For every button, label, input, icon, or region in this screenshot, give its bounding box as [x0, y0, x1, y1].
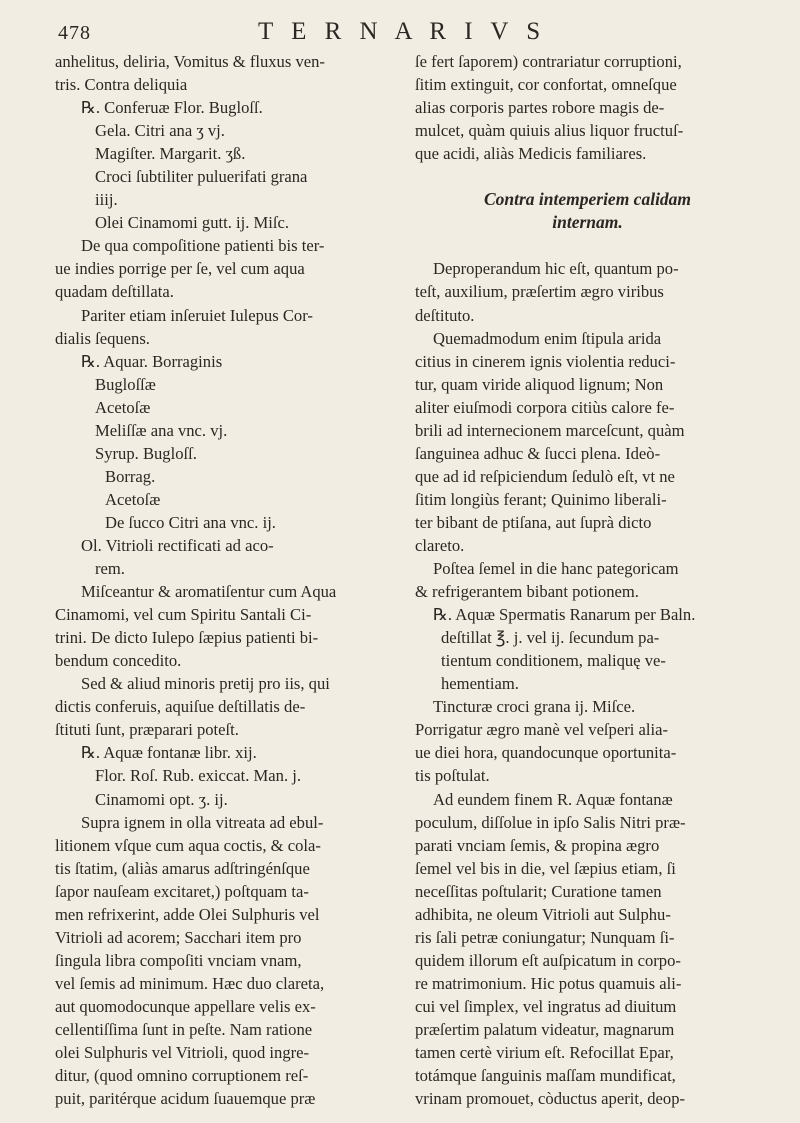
text-line: ris ſali petræ coniungatur; Nunquam ſi- [415, 927, 675, 947]
recipe-line: Gela. Citri ana ʒ vj. [95, 121, 225, 141]
recipe-line: hementiam. [441, 674, 519, 694]
text-line: adhibita, ne oleum Vitrioli aut Sulphu- [415, 904, 671, 924]
text-line: Deproperandum hic eſt, quantum po- [433, 259, 679, 279]
text-line: litionem vſque cum aqua coctis, & cola- [55, 835, 321, 855]
recipe-line: Tincturæ croci grana ij. Miſce. [433, 697, 636, 717]
text-line: ſtituti ſunt, præparari poteſt. [55, 720, 239, 740]
page-header [0, 18, 800, 54]
text-line: bendum concedito. [55, 651, 182, 671]
recipe-line: Magiſter. Margarit. ʒß. [95, 144, 246, 164]
text-line: ſemel vel bis in die, vel ſæpius etiam, ſi [415, 858, 676, 878]
text-line: poculum, diſſolue in ipſo Salis Nitri præ- [415, 812, 686, 832]
recipe-line: ℞. Conferuæ Flor. Bugloſſ. [81, 98, 263, 118]
text-line: Quemadmodum enim ſtipula arida [433, 328, 662, 348]
text-line: ter bibant de ptiſana, aut ſuprà dicto [415, 512, 652, 532]
text-line: clareto. [415, 535, 465, 555]
recipe-line: Flor. Roſ. Rub. exiccat. Man. j. [95, 766, 302, 786]
text-line: dictis conferuis, aquiſue deſtillatis de- [55, 697, 306, 717]
recipe-line: ℞. Aquar. Borraginis [81, 351, 223, 371]
text-line: quidem illorum eſt auſpicatum in corpo- [415, 950, 681, 970]
text-line: tis ſtatim, (aliàs amarus adſtringénſque [55, 858, 310, 878]
text-line: brili ad internecionem marceſcunt, quàm [415, 420, 685, 440]
text-line: Miſceantur & aromatiſentur cum Aqua [81, 582, 337, 602]
spacer [415, 234, 760, 257]
recipe-line: rem. [95, 559, 125, 579]
recipe-line: Ol. Vitrioli rectificati ad aco- [81, 535, 274, 555]
text-line: men refrixerint, adde Olei Sulphuris vel [55, 904, 320, 924]
left-column [55, 50, 400, 1110]
recipe-line: Acetoſæ [95, 397, 151, 417]
text-line: ſe fert ſaporem) contrariatur corruptioni, [415, 52, 682, 71]
text-line: ſitim extinguit, cor confortat, omneſque [415, 75, 677, 95]
text-line: tamen certè virium eſt. Refocillat Epar, [415, 1043, 674, 1063]
text-line: ſingula libra compoſiti vnciam vnam, [55, 950, 302, 970]
text-line: Vitrioli ad acorem; Sacchari item pro [55, 927, 302, 947]
text-line: Cinamomi, vel cum Spiritu Santali Ci- [55, 605, 312, 625]
text-line: olei Sulphuris vel Vitrioli, quod ingre- [55, 1043, 310, 1063]
section-heading: Contra intemperiem calidam [483, 189, 692, 210]
section-heading: internam. [552, 212, 623, 233]
text-line: quadam deſtillata. [55, 282, 174, 302]
text-line: dialis ſequens. [55, 328, 150, 348]
text-line: mulcet, quàm quiuis alius liquor fructuſ- [415, 121, 684, 141]
text-line: tris. Contra deliquia [55, 75, 188, 95]
text-line: neceſſitas poſtularit; Curatione tamen [415, 881, 662, 901]
text-line: aut quomodocunque appellare velis ex- [55, 996, 316, 1016]
text-line: Poſtea ſemel in die hanc pategoricam [433, 559, 679, 579]
text-line: ſanguinea adhuc & ſucci plena. Ideò- [415, 443, 661, 463]
text-line: anhelitus, deliria, Vomitus & fluxus ven- [55, 52, 325, 71]
text-line: Supra ignem in olla vitreata ad ebul- [81, 812, 324, 832]
text-line: cellentiſſima ſunt in peſte. Nam ratione [55, 1019, 313, 1039]
recipe-line: Croci ſubtiliter puluerifati grana [95, 167, 308, 187]
recipe-line: ℞. Aquæ Spermatis Ranarum per Baln. [433, 605, 696, 625]
text-line: ue diei hora, quandocunque oportunita- [415, 743, 677, 763]
running-head: T E R N A R I V S [258, 18, 547, 45]
text-line: ſapor nauſeam excitaret,) poſtquam ta- [55, 881, 309, 901]
text-line: & refrigerantem bibant potionem. [415, 582, 639, 602]
recipe-line: De ſucco Citri ana vnc. ij. [105, 512, 276, 532]
text-line: citius in cinerem ignis violentia reduci- [415, 351, 676, 371]
text-line: alias corporis partes robore magis de- [415, 98, 665, 118]
text-line: que ad id reſpiciendum ſedulò eſt, vt ne [415, 466, 675, 486]
text-line: Sed & aliud minoris pretij pro iis, qui [81, 674, 330, 694]
recipe-line: tientum conditionem, maliquę ve- [441, 651, 666, 671]
recipe-line: Bugloſſæ [95, 374, 156, 394]
text-line: præſertim palatum videatur, magnarum [415, 1019, 675, 1039]
recipe-line: ℞. Aquæ fontanæ libr. xij. [81, 743, 257, 763]
recipe-line: Borrag. [105, 466, 156, 486]
text-line: cui vel ſimplex, vel ingratus ad diuitum [415, 996, 677, 1016]
text-line: vrinam promouet, còductus aperit, deop- [415, 1089, 686, 1109]
recipe-line: deſtillat ℥. j. vel ij. ſecundum pa- [441, 628, 660, 648]
page-number: 478 [58, 22, 91, 44]
text-line: Pariter etiam inſeruiet Iulepus Cor- [81, 305, 313, 325]
recipe-line: iiij. [95, 190, 118, 210]
text-line: parati vnciam ſemis, & propina ægro [415, 835, 660, 855]
text-line: que acidi, aliàs Medicis familiares. [415, 144, 647, 164]
text-line: vel ſemis ad minimum. Hæc duo clareta, [55, 973, 325, 993]
text-line: totámque ſanguinis maſſam mundificat, [415, 1066, 676, 1086]
recipe-line: Cinamomi opt. ʒ. ij. [95, 789, 228, 809]
recipe-line: Meliſſæ ana vnc. vj. [95, 420, 228, 440]
spacer [415, 165, 760, 188]
text-line: re matrimonium. Hic potus quamuis ali- [415, 973, 682, 993]
text-line: teſt, auxilium, præſertim ægro viribus [415, 282, 664, 302]
text-line: deſtituto. [415, 305, 475, 325]
text-line: De qua compoſitione patienti bis ter- [81, 236, 325, 256]
recipe-line: Syrup. Bugloſſ. [95, 443, 197, 463]
recipe-line: Acetoſæ [105, 489, 161, 509]
text-line: tis poſtulat. [415, 766, 490, 786]
text-line: Porrigatur ægro manè vel veſperi alia- [415, 720, 668, 740]
recipe-line: Olei Cinamomi gutt. ij. Miſc. [95, 213, 290, 233]
text-line: ſitim longiùs ferant; Quinimo liberali- [415, 489, 667, 509]
right-column [415, 50, 760, 1110]
text-line: aliter eiuſmodi corpora citiùs calore fe- [415, 397, 675, 417]
text-line: trini. De dicto Iulepo ſæpius patienti bi- [55, 628, 319, 648]
text-line: Ad eundem finem R. Aquæ fontanæ [433, 789, 673, 809]
text-line: ue indies porrige per ſe, vel cum aqua [55, 259, 305, 279]
text-line: tur, quam viride aliquod lignum; Non [415, 374, 664, 394]
text-line: puit, paritérque acidum ſuauemque præ [55, 1089, 316, 1109]
text-line: ditur, (quod omnino corruptionem reſ- [55, 1066, 309, 1086]
